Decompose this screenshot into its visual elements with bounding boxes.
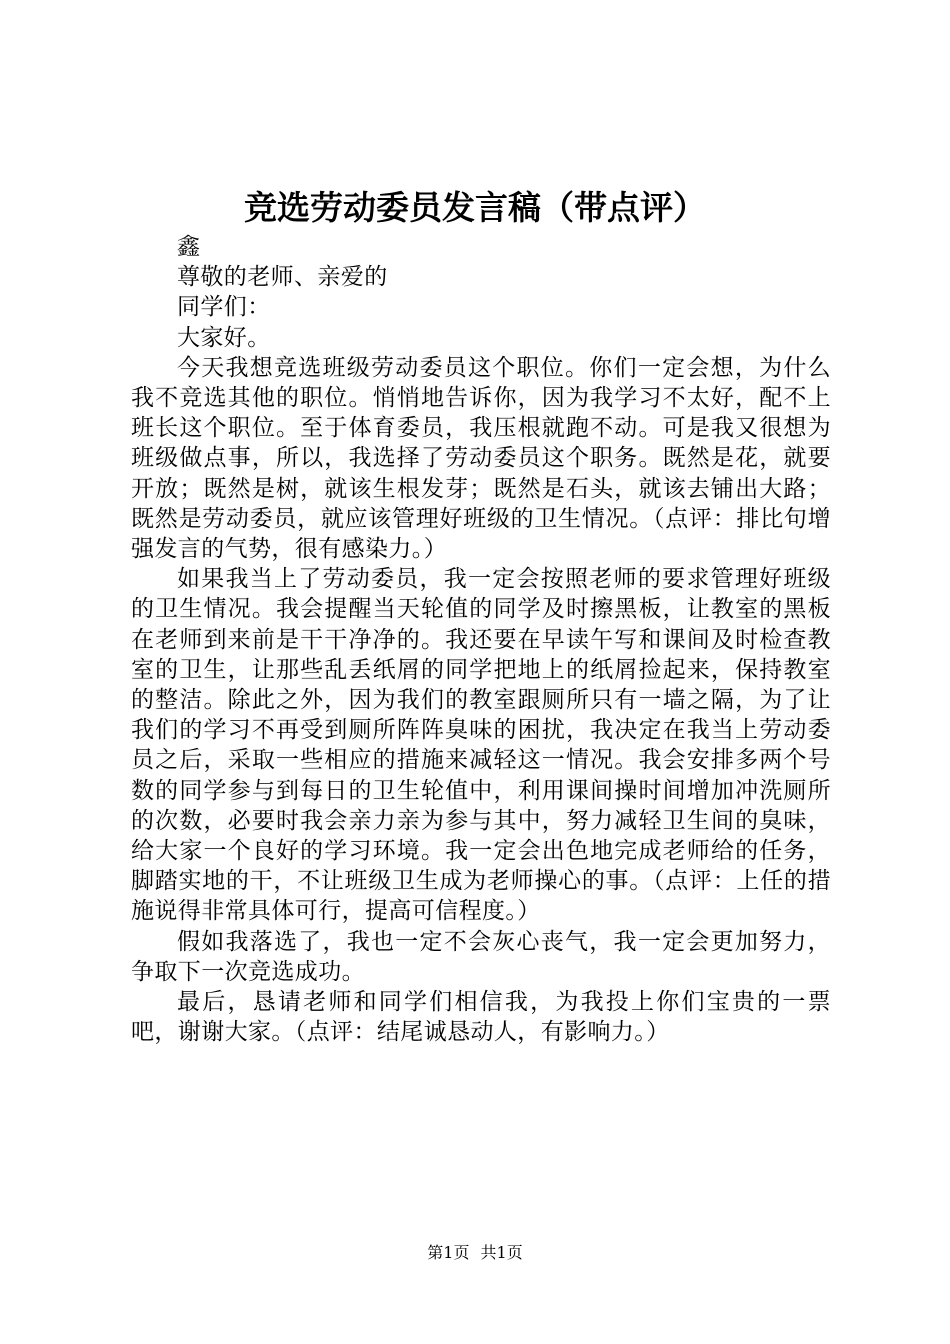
paragraph-intro: 今天我想竞选班级劳动委员这个职位。你们一定会想，为什么我不竞选其他的职位。悄悄地告诉你，因为我学习不太好，配不上班长这个职位。至于体育委员，我压根就跑不动。可是我又很想为班级做点事，所以，我选择了劳动委员这个职务。既然是花，就要开放；既然是树，就该生根发芽；既然是石头，就该去铺出大路；既然是劳动委员，就应该管理好班级的卫生情况。（点评：排比句增强发言的气势，很有感染力。） xyxy=(131,354,831,563)
salutation-line-1: 尊敬的老师、亲爱的 xyxy=(177,264,388,291)
paragraph-if-lose: 假如我落选了，我也一定不会灰心丧气，我一定会更加努力，争取下一次竞选成功。 xyxy=(131,928,831,985)
author-name: 鑫 xyxy=(177,234,201,260)
document-title: 竞选劳动委员发言稿（带点评） xyxy=(244,188,706,227)
salutation-line-2: 同学们： xyxy=(177,294,271,321)
page-footer xyxy=(0,1243,950,1263)
paragraph-closing: 最后，恳请老师和同学们相信我，为我投上你们宝贵的一票吧，谢谢大家。（点评：结尾诚恳动人，有影响力。） xyxy=(131,989,831,1046)
greeting: 大家好。 xyxy=(177,324,271,351)
page-total: 共1页 xyxy=(480,1243,523,1262)
page-number: 第1页 xyxy=(427,1243,470,1262)
document-body xyxy=(131,232,831,1047)
paragraph-plans: 如果我当上了劳动委员，我一定会按照老师的要求管理好班级的卫生情况。我会提醒当天轮值的同学及时擦黑板，让教室的黑板在老师到来前是干干净净的。我还要在早读午写和课间及时检查教室的卫生，让那些乱丢纸屑的同学把地上的纸屑捡起来，保持教室的整洁。除此之外，因为我们的教室跟厕所只有一墙之隔，为了让我们的学习不再受到厕所阵阵臭味的困扰，我决定在我当上劳动委员之后，采取一些相应的措施来减轻这一情况。我会安排多两个号数的同学参与到每日的卫生轮值中，利用课间操时间增加冲洗厕所的次数，必要时我会亲力亲为参与其中，努力减轻卫生间的臭味，给大家一个良好的学习环境。我一定会出色地完成老师给的任务，脚踏实地的干，不让班级卫生成为老师操心的事。（点评：上任的措施说得非常具体可行，提高可信程度。） xyxy=(131,566,831,925)
